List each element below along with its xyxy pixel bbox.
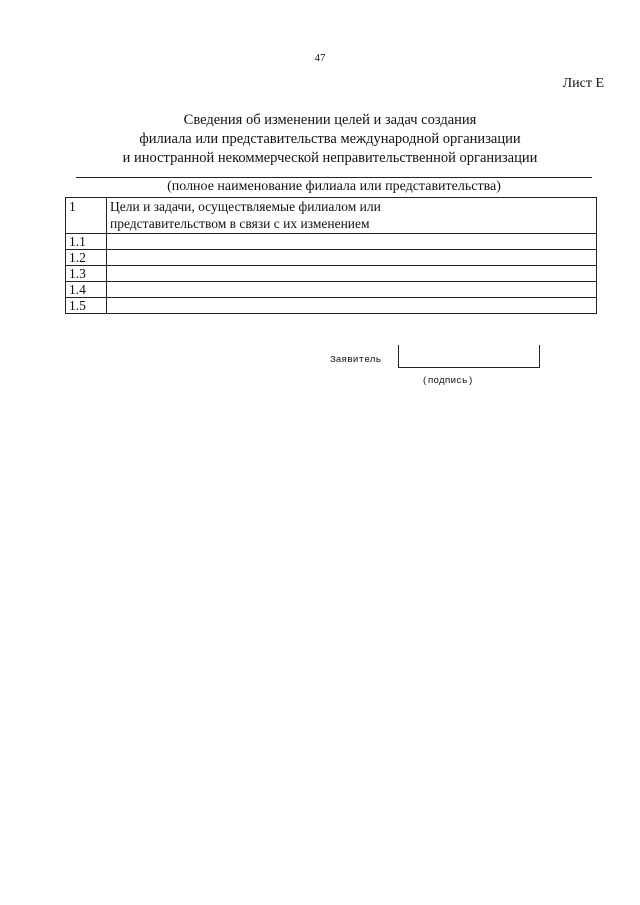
table-row [66, 266, 597, 282]
table-row [66, 298, 597, 314]
organization-name-caption: (полное наименование филиала или представительства) [167, 179, 501, 194]
header-number-cell: 1 [66, 198, 107, 234]
row-value-cell[interactable] [107, 234, 597, 250]
signature-box[interactable] [398, 345, 540, 368]
row-value-cell[interactable] [107, 250, 597, 266]
page-number: 47 [314, 52, 326, 64]
title-line: Сведения об изменении целей и задач создания [183, 112, 477, 128]
header-text-cell [107, 198, 597, 234]
sheet-label: Лист Е [562, 76, 604, 91]
row-number-cell: 1.1 [66, 234, 107, 250]
title-line: и иностранной некоммерческой неправительственной организации [122, 150, 538, 166]
document-title [60, 111, 600, 168]
applicant-label: Заявитель [330, 354, 382, 365]
row-number-cell: 1.2 [66, 250, 107, 266]
header-text-line: Цели и задачи, осуществляемые филиалом или [110, 199, 381, 214]
table-header-row [66, 198, 597, 234]
row-number-cell: 1.5 [66, 298, 107, 314]
row-value-cell[interactable] [107, 282, 597, 298]
row-value-cell[interactable] [107, 266, 597, 282]
title-line: филиала или представительства международной организации [139, 131, 521, 147]
signature-caption: (подпись) [422, 375, 474, 386]
organization-name-line[interactable] [76, 177, 592, 178]
table-row [66, 282, 597, 298]
goals-table [65, 197, 597, 314]
row-value-cell[interactable] [107, 298, 597, 314]
header-text-line: представительством в связи с их изменением [110, 216, 370, 231]
table-row [66, 250, 597, 266]
row-number-cell: 1.3 [66, 266, 107, 282]
row-number-cell: 1.4 [66, 282, 107, 298]
table-row [66, 234, 597, 250]
